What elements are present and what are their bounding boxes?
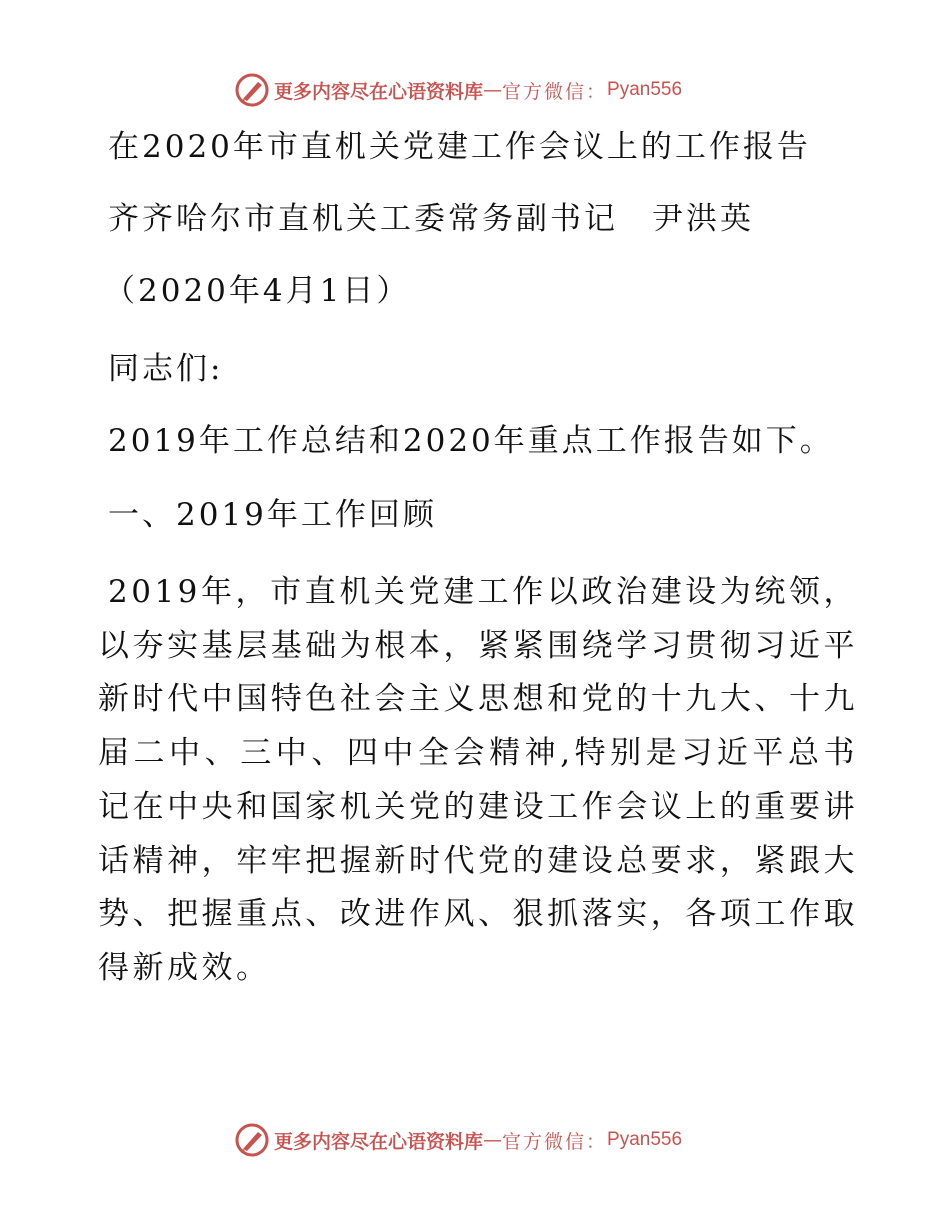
- intro-line: 2019年工作总结和2020年重点工作报告如下。: [108, 423, 834, 459]
- banner-site-text: 更多内容尽在心语资料库: [274, 1130, 484, 1153]
- banner-wechat-label: 官方微信：: [502, 80, 608, 103]
- banner-wechat-label: 官方微信：: [502, 1130, 608, 1153]
- banner-separator: —: [483, 79, 503, 101]
- date-line: （2020年4月1日）: [104, 273, 411, 309]
- banner-separator: —: [483, 1129, 503, 1151]
- footer-watermark-banner: [234, 1122, 682, 1158]
- banner-wechat-id: Pyan556: [607, 1129, 683, 1150]
- banner-site-text: 更多内容尽在心语资料库: [274, 80, 484, 103]
- section-heading: 一、2019年工作回顾: [108, 497, 437, 533]
- author-line: 齐齐哈尔市直机关工委常务副书记 尹洪英: [108, 201, 754, 237]
- banner-wechat-id: Pyan556: [607, 79, 683, 100]
- body-paragraph: 2019年，市直机关党建工作以政治建设为统领，以夯实基层基础为根本，紧紧围绕学习贯彻习近平新时代中国特色社会主义思想和党的十九大、十九届二中、三中、四中全会精神,特别是习近平总书记在中央和国家机关党的建设工作会议上的重要讲话精神，牢牢把握新时代党的建设总要求，紧跟大势、把握重点、改进作风、狠抓落实，各项工作取得新成效。: [98, 574, 858, 986]
- pen-logo-icon: [234, 72, 270, 108]
- header-watermark-banner: [234, 72, 682, 108]
- document-title: 在2020年市直机关党建工作会议上的工作报告: [108, 129, 811, 165]
- pen-logo-icon: [234, 1122, 270, 1158]
- salutation: 同志们:: [108, 351, 224, 387]
